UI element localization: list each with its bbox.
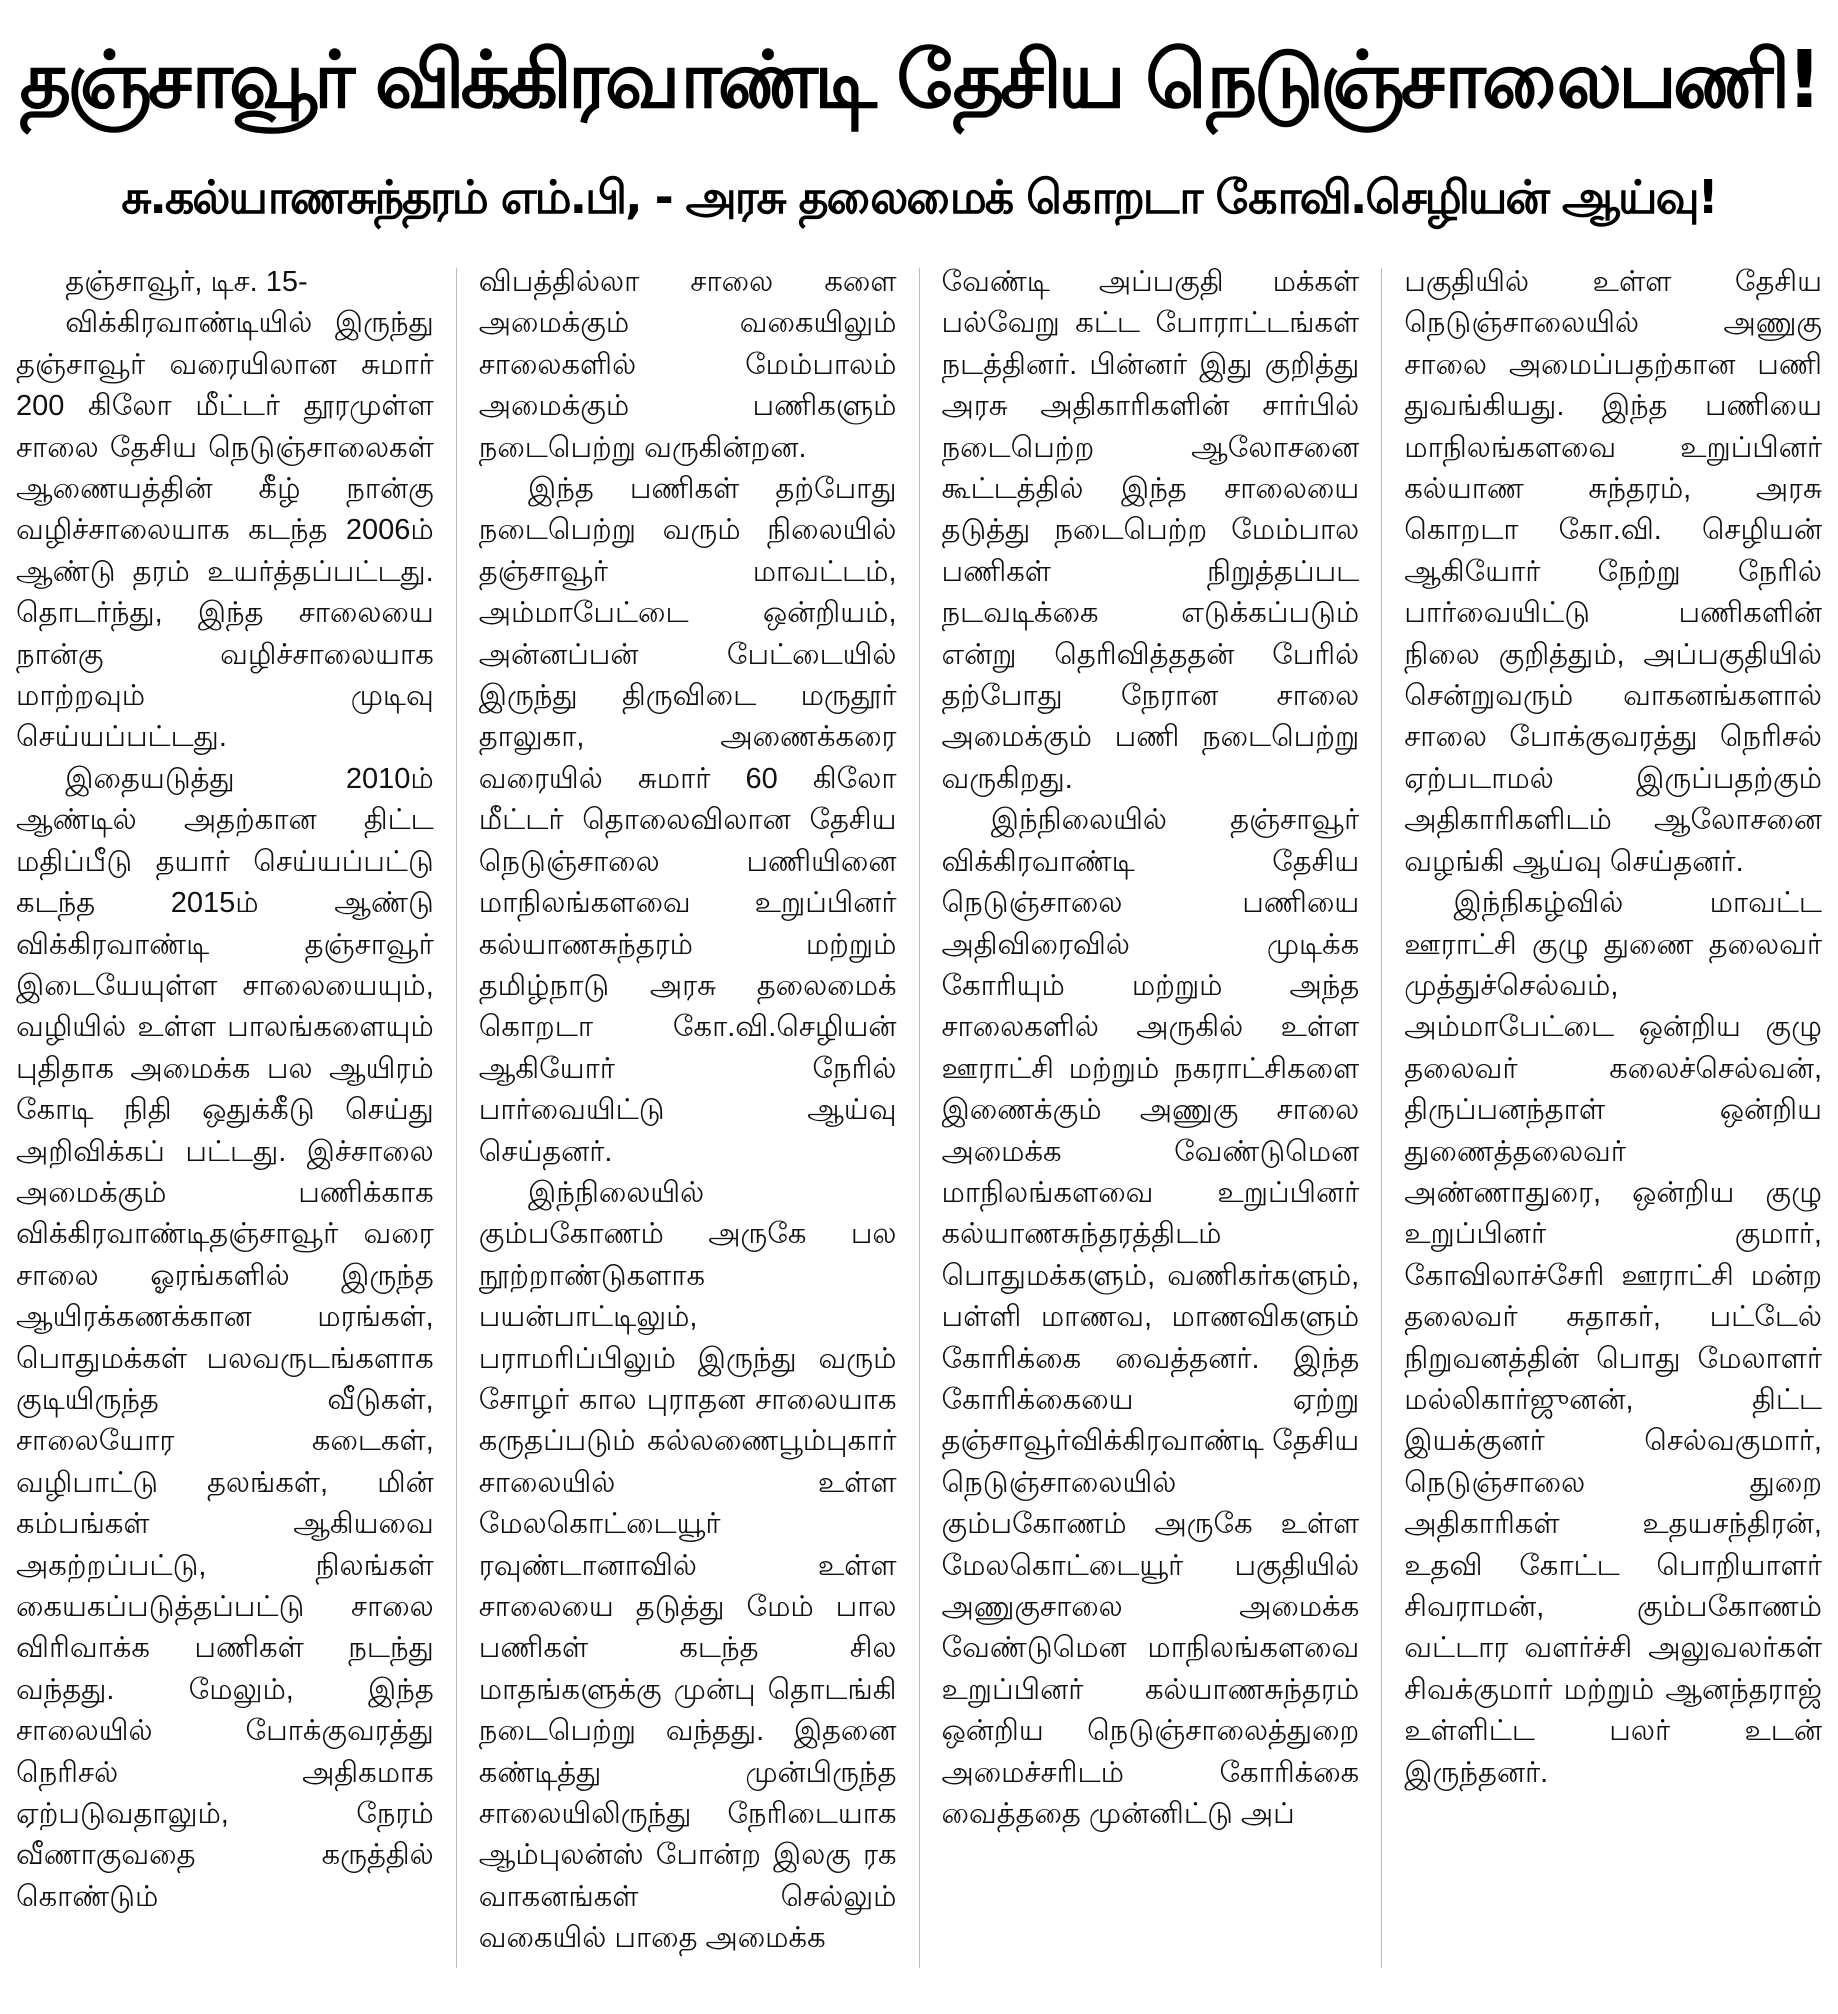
article-column-1 <box>16 262 434 2002</box>
paragraph: இந்நிலையில் கும்பகோணம் அருகே பல நூற்றாண்டுகளாக பயன்பாட்டிலும், பராமரிப்பிலும் இருந்து வரும் சோழர் கால புராதன சாலையாக கருதப்படும் கல்லணைபூம்புகார் சாலையில் உள்ள மேலகொட்டையூர் ரவுண்டானாவில் உள்ள சாலையை தடுத்து மேம் பால பணிகள் கடந்த சில மாதங்களுக்கு முன்பு தொடங்கி நடைபெற்று வந்தது. இதனை கண்டித்து முன்பிருந்த சாலையிலிருந்து நேரிடையாக ஆம்புலன்ஸ் போன்ற இலகு ரக வாகனங்கள் செல்லும் வகையில் பாதை அமைக்க <box>478 1176 897 1955</box>
column-divider <box>456 268 457 1968</box>
paragraph: இந்நிகழ்வில் மாவட்ட ஊராட்சி குழு துணை தலைவர் முத்துச்செல்வம், அம்மாபேட்டை ஒன்றிய குழு தலைவர் கலைச்செல்வன், திருப்பனந்தாள் ஒன்றிய துணைத்தலைவர் அண்ணாதுரை, ஒன்றிய குழு உறுப்பினர் குமார், கோவிலாச்சேரி ஊராட்சி மன்ற தலைவர் சுதாகர், பட்டேல் நிறுவனத்தின் பொது மேலாளர் மல்லிகார்ஜுனன், திட்ட இயக்குனர் செல்வகுமார், நெடுஞ்சாலை துறை அதிகாரிகள் உதயசந்திரன், உதவி கோட்ட பொறியாளர் சிவராமன், கும்பகோணம் வட்டார வளர்ச்சி அலுவலர்கள் சிவக்குமார் மற்றும் ஆனந்தராஜ் உள்ளிட்ட பலர் உடன் இருந்தனர். <box>1404 887 1822 1789</box>
column-divider <box>919 268 920 1968</box>
article-column-2 <box>479 262 897 2002</box>
article-column-3 <box>942 262 1360 2002</box>
article-body <box>16 262 1822 2002</box>
paragraph: இந்நிலையில் தஞ்சாவூர் விக்கிரவாண்டி தேசிய நெடுஞ்சாலை பணியை அதிவிரைவில் முடிக்க கோரியும் மற்றும் அந்த சாலைகளில் அருகில் உள்ள ஊராட்சி மற்றும் நகராட்சிகளை இணைக்கும் அணுகு சாலை அமைக்க வேண்டுமென மாநிலங்களவை உறுப்பினர் கல்யாணசுந்தரத்திடம் பொதுமக்களும், வணிகர்களும், பள்ளி மாணவ, மாணவிகளும் கோரிக்கை வைத்தனர். இந்த கோரிக்கையை ஏற்று தஞ்சாவூர்விக்கிரவாண்டி தேசிய நெடுஞ்சாலையில் கும்பகோணம் அருகே உள்ள மேலகொட்டையூர் பகுதியில் அணுகுசாலை அமைக்க வேண்டுமென மாநிலங்களவை உறுப்பினர் கல்யாணசுந்தரம் ஒன்றிய நெடுஞ்சாலைத்துறை அமைச்சரிடம் கோரிக்கை வைத்ததை முன்னிட்டு அப் <box>941 804 1360 1831</box>
paragraph: இதையடுத்து 2010ம் ஆண்டில் அதற்கான திட்ட மதிப்பீடு தயார் செய்யப்பட்டு கடந்த 2015ம் ஆண்டு விக்கிரவாண்டி தஞ்சாவூர் இடையேயுள்ள சாலையையும், வழியில் உள்ள பாலங்களையும் புதிதாக அமைக்க பல ஆயிரம் கோடி நிதி ஒதுக்கீடு செய்து அறிவிக்கப் பட்டது. இச்சாலை அமைக்கும் பணிக்காக விக்கிரவாண்டிதஞ்சாவூர் வரை சாலை ஓரங்களில் இருந்த ஆயிரக்கணக்கான மரங்கள், பொதுமக்கள் பலவருடங்களாக குடியிருந்த வீடுகள், சாலையோர கடைகள், வழிபாட்டு தலங்கள், மின் கம்பங்கள் ஆகியவை அகற்றப்பட்டு, நிலங்கள் கையகப்படுத்தப்பட்டு சாலை விரிவாக்க பணிகள் நடந்து வந்தது. மேலும், இந்த சாலையில் போக்குவரத்து நெரிசல் அதிகமாக ஏற்படுவதாலும், நேரம் வீணாகுவதை கருத்தில் கொண்டும் <box>16 762 434 1913</box>
column-divider <box>1381 268 1382 1968</box>
subheadline: சு.கல்யாணசுந்தரம் எம்.பி, - அரசு தலைமைக் கொறடா கோவி.செழியன் ஆய்வு! <box>121 170 1717 224</box>
paragraph: வேண்டி அப்பகுதி மக்கள் பல்வேறு கட்ட போராட்டங்கள் நடத்தினர். பின்னர் இது குறித்து அரசு அதிகாரிகளின் சார்பில் நடைபெற்ற ஆலோசனை கூட்டத்தில் இந்த சாலையை தடுத்து நடைபெற்ற மேம்பால பணிகள் நிறுத்தப்பட நடவடிக்கை எடுக்கப்படும் என்று தெரிவித்ததன் பேரில் தற்போது நேரான சாலை அமைக்கும் பணி நடைபெற்று வருகிறது. <box>941 266 1360 795</box>
dateline: தஞ்சாவூர், டிச. 15- <box>65 266 308 298</box>
article-column-4 <box>1404 262 1822 2002</box>
paragraph: பகுதியில் உள்ள தேசிய நெடுஞ்சாலையில் அணுகு சாலை அமைப்பதற்கான பணி துவங்கியது. இந்த பணியை மாநிலங்களவை உறுப்பினர் கல்யாண சுந்தரம், அரசு கொறடா கோ.வி. செழியன் ஆகியோர் நேற்று நேரில் பார்வையிட்டு பணிகளின் நிலை குறித்தும், அப்பகுதியில் சென்றுவரும் வாகனங்களால் சாலை போக்குவரத்து நெரிசல் ஏற்படாமல் இருப்பதற்கும் அதிகாரிகளிடம் ஆலோசனை வழங்கி ஆய்வு செய்தனர். <box>1404 266 1822 878</box>
headline: தஞ்சாவூர் விக்கிரவாண்டி தேசிய நெடுஞ்சாலைபணி! <box>19 34 1819 126</box>
paragraph: இந்த பணிகள் தற்போது நடைபெற்று வரும் நிலையில் தஞ்சாவூர் மாவட்டம், அம்மாபேட்டை ஒன்றியம், அன்னப்பன் பேட்டையில் இருந்து திருவிடை மருதூர் தாலுகா, அணைக்கரை வரையில் சுமார் 60 கிலோ மீட்டர் தொலைவிலான தேசிய நெடுஞ்சாலை பணியினை மாநிலங்களவை உறுப்பினர் கல்யாணசுந்தரம் மற்றும் தமிழ்நாடு அரசு தலைமைக் கொறடா கோ.வி.செழியன் ஆகியோர் நேரில் பார்வையிட்டு ஆய்வு செய்தனர். <box>478 473 897 1168</box>
paragraph: விக்கிரவாண்டியில் இருந்து தஞ்சாவூர் வரையிலான சுமார் 200 கிலோ மீட்டர் தூரமுள்ள சாலை தேசிய நெடுஞ்சாலைகள் ஆணையத்தின் கீழ் நான்கு வழிச்சாலையாக கடந்த 2006ம் ஆண்டு தரம் உயர்த்தப்பட்டது. தொடர்ந்து, இந்த சாலையை நான்கு வழிச்சாலையாக மாற்றவும் முடிவு செய்யப்பட்டது. <box>16 307 434 754</box>
paragraph: விபத்தில்லா சாலை களை அமைக்கும் வகையிலும் சாலைகளில் மேம்பாலம் அமைக்கும் பணிகளும் நடைபெற்று வருகின்றன. <box>478 266 897 464</box>
